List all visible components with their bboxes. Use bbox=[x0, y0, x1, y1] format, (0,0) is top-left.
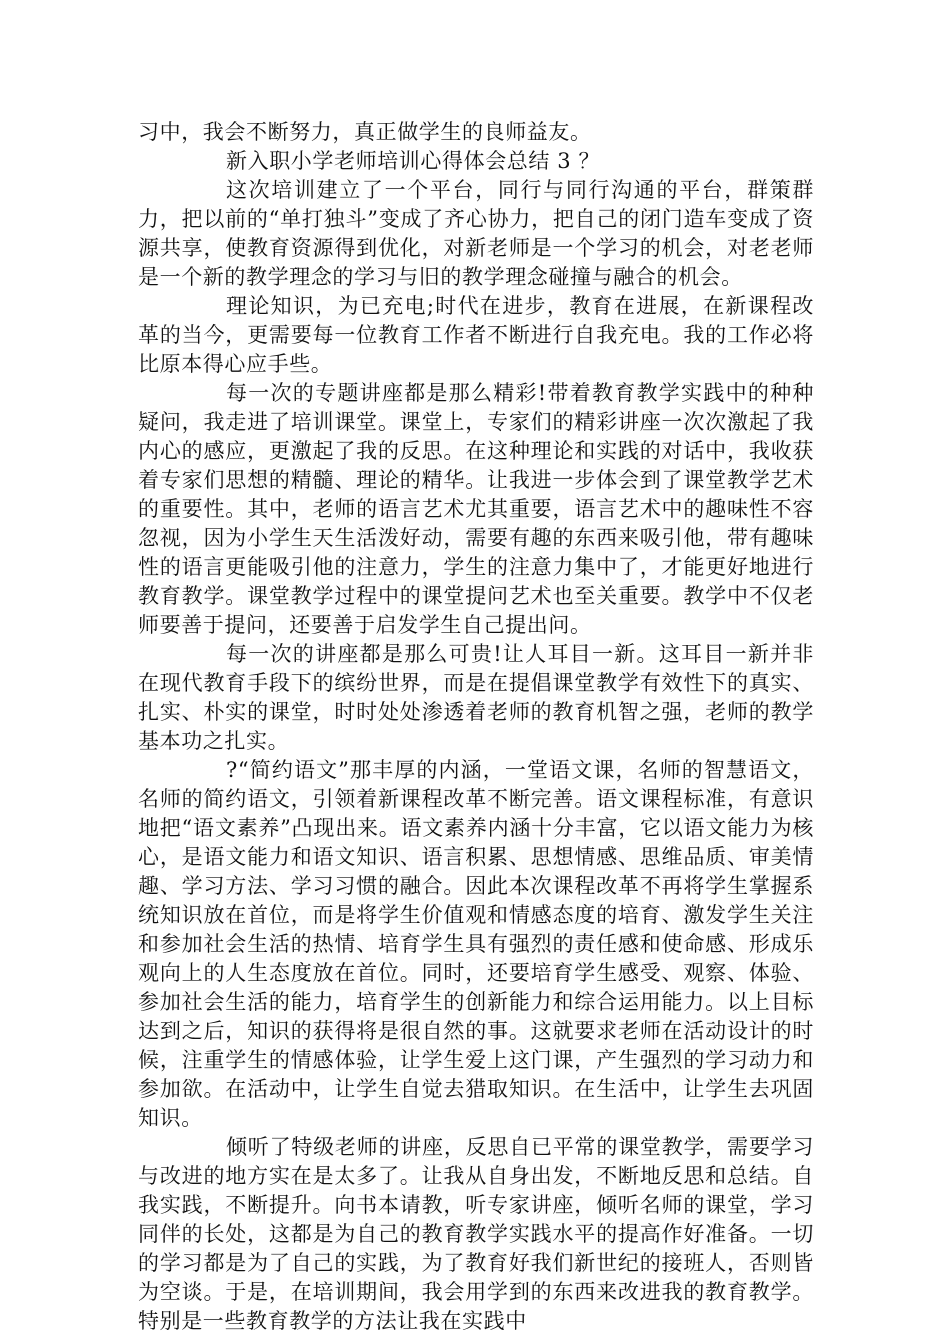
paragraph: 倾听了特级老师的讲座，反思自已平常的课堂教学，需要学习与改进的地方实在是太多了。让我从自身出发，不断地反思和总结。自我实践，不断提升。向书本请教，听专家讲座，倾听名师的课堂，学习同伴的长处，这都是为自己的教育教学实践水平的提高作好准备。一切的学习都是为了自己的实践，为了教育好我们新世纪的接班人，否则皆为空谈。于是，在培训期间，我会用学到的东西来改进我的教育教学。特别是一些教育教学的方法让我在实践中 bbox=[138, 1135, 814, 1333]
paragraph: 每一次的讲座都是那么可贵!让人耳目一新。这耳目一新并非在现代教育手段下的缤纷世界，而是在提倡课堂教学有效性下的真实、扎实、朴实的课堂，时时处处渗透着老师的教育机智之强，老师的教学基本功之扎实。 bbox=[138, 642, 814, 753]
paragraph: 这次培训建立了一个平台，同行与同行沟通的平台，群策群力，把以前的“单打独斗”变成了齐心协力，把自己的闭门造车变成了资源共享，使教育资源得到优化，对新老师是一个学习的机会，对老老师是一个新的教学理念的学习与旧的教学理念碰撞与融合的机会。 bbox=[138, 178, 814, 289]
section-heading: 新入职小学老师培训心得体会总结 3 ？ bbox=[226, 149, 601, 173]
paragraph: 理论知识，为已充电;时代在进步，教育在进展，在新课程改革的当今，更需要每一位教育工作者不断进行自我充电。我的工作必将比原本得心应手些。 bbox=[138, 294, 814, 376]
paragraph-continuation: 习中，我会不断努力，真正做学生的良师益友。 bbox=[138, 120, 592, 144]
document-page bbox=[138, 118, 814, 1336]
paragraph: 每一次的专题讲座都是那么精彩!带着教育教学实践中的种种疑问，我走进了培训课堂。课堂上，专家们的精彩讲座一次次激起了我内心的感应，更激起了我的反思。在这种理论和实践的对话中，我收获着专家们思想的精髓、理论的精华。让我进一步体会到了课堂教学艺术的重要性。其中，老师的语言艺术尤其重要，语言艺术中的趣味性不容忽视，因为小学生天生活泼好动，需要有趣的东西来吸引他，带有趣味性的语言更能吸引他的注意力，学生的注意力集中了，才能更好地进行教育教学。课堂教学过程中的课堂提问艺术也至关重要。教学中不仅老师要善于提问，还要善于启发学生自己提出问。 bbox=[138, 381, 814, 637]
paragraph: ?“简约语文”那丰厚的内涵，一堂语文课，名师的智慧语文，名师的简约语文，引领着新课程改革不断完善。语文课程标准，有意识地把“语文素养”凸现出来。语文素养内涵十分丰富，它以语文能力为核心，是语文能力和语文知识、语言积累、思想情感、思维品质、审美情趣、学习方法、学习习惯的融合。因此本次课程改革不再将学生掌握系统知识放在首位，而是将学生价值观和情感态度的培育、激发学生关注和参加社会生活的热情、培育学生具有强烈的责任感和使命感、形成乐观向上的人生态度放在首位。同时，还要培育学生感受、观察、体验、参加社会生活的能力，培育学生的创新能力和综合运用能力。以上目标达到之后，知识的获得将是很自然的事。这就要求老师在活动设计的时候，注重学生的情感体验，让学生爱上这门课，产生强烈的学习动力和参加欲。在活动中，让学生自觉去猎取知识。在生活中，让学生去巩固知识。 bbox=[138, 758, 814, 1130]
